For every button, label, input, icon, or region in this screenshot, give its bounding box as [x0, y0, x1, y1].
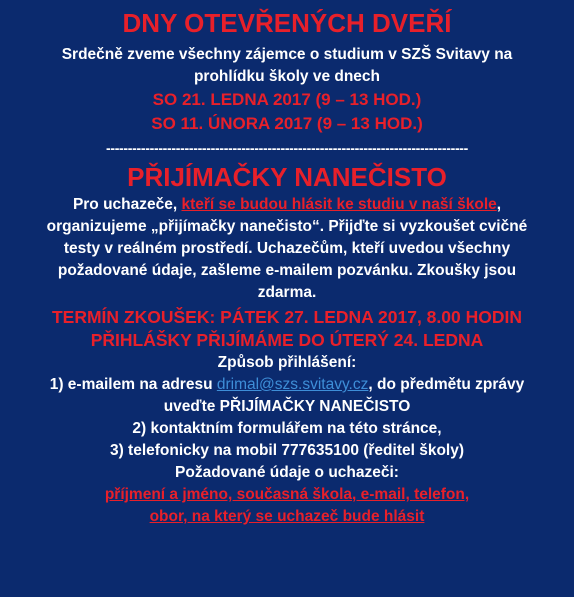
- email-link[interactable]: drimal@szs.svitavy.cz: [216, 376, 369, 393]
- open-days-line2: prohlídku školy ve dnech: [193, 68, 381, 85]
- study-link[interactable]: kteří se budou hlásit ke studiu v naší škole: [181, 196, 497, 213]
- application-deadline: PŘIHLÁŠKY PŘIJÍMÁME DO ÚTERÝ 24. LEDNA: [90, 330, 484, 350]
- separator-line: -----------------------------------------------------------------------------------: [105, 140, 469, 156]
- method-title: Způsob přihlášení:: [217, 354, 357, 371]
- open-days-line1: Srdečně zveme všechny zájemce o studium v SZŠ Svitavy na: [61, 46, 513, 63]
- required-data-title: Požadované údaje o uchazeči:: [175, 464, 399, 481]
- open-day-date-1: SO 21. LEDNA 2017 (9 – 13 HOD.): [152, 90, 422, 109]
- required-data-line1: příjmení a jméno, současná škola, e-mail, telefon,: [104, 486, 470, 503]
- mock-exams-para-line5: zdarma.: [257, 284, 317, 301]
- open-days-section: [0, 0, 574, 136]
- required-data-line2: obor, na který se uchazeč bude hlásit: [149, 508, 425, 525]
- method-form: 2) kontaktním formulářem na této stránce,: [132, 420, 442, 437]
- exam-term: TERMÍN ZKOUŠEK: PÁTEK 27. LEDNA 2017, 8.00 HODIN: [51, 307, 522, 327]
- mock-exams-title: PŘIJÍMAČKY NANEČISTO: [127, 162, 447, 192]
- mock-exams-section: [0, 162, 574, 528]
- open-days-title: DNY OTEVŘENÝCH DVEŘÍ: [122, 8, 452, 38]
- method-phone: 3) telefonicky na mobil 777635100 (ředitel školy): [109, 442, 465, 459]
- method-text: , do předmětu zprávy: [368, 376, 525, 393]
- method-text: 1) e-mailem na adresu: [49, 376, 217, 393]
- method-email-line: [0, 374, 574, 396]
- para-text: ,: [496, 196, 502, 213]
- mock-exams-para-line4: požadované údaje, zašleme e-mailem pozvánku. Zkoušky jsou: [57, 262, 517, 279]
- para-text: Pro uchazeče,: [72, 196, 182, 213]
- mock-exams-para-line2: organizujeme „přijímačky nanečisto“. Přijďte si vyzkoušet cvičné: [46, 218, 528, 235]
- method-email-subject: uveďte PŘIJÍMAČKY NANEČISTO: [163, 398, 411, 415]
- open-day-date-2: SO 11. ÚNORA 2017 (9 – 13 HOD.): [151, 114, 423, 133]
- mock-exams-para-line3: testy v reálném prostředí. Uchazečům, kteří uvedou všechny: [63, 240, 511, 257]
- mock-exams-para-line1: [0, 194, 574, 216]
